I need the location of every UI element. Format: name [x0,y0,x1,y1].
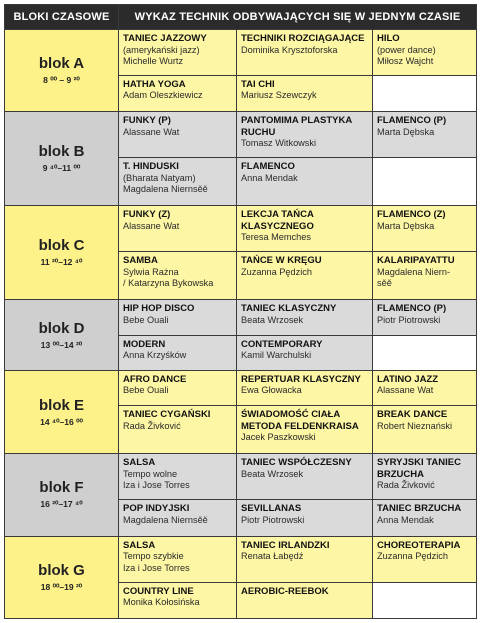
class-name: TANIEC CYGAŃSKI [123,409,211,421]
block-name: blok B [38,143,85,161]
class-cell [119,252,237,300]
class-name: TECHNIKI ROZCIĄGAJĄCE [241,33,365,44]
time-block-cell [5,300,119,371]
instructor-name: Marta Dębska [377,126,435,137]
class-detail: (Bharata Natyam) [123,172,196,183]
class-cell [373,406,477,454]
instructor-name: Beata Wrzosek [241,468,304,479]
instructor-name: Robert Nieznański [377,420,453,431]
class-cell [119,300,237,335]
block-name: blok A [38,55,85,73]
class-cell [373,206,477,252]
class-cell [237,536,373,582]
instructor-name: / Katarzyna Bykowska [123,278,214,289]
instructor-name: sěě [377,278,392,289]
class-name: TANIEC IRLANDZKI [241,539,330,551]
class-cell [237,370,373,405]
class-name: AFRO DANCE [123,373,187,385]
instructor-name: Alassane Wat [123,126,180,137]
time-block-cell [5,30,119,112]
instructor-name: Zuzanna Pędzich [241,266,312,277]
class-name: SALSA [123,457,156,469]
class-name: REPERTUAR KLASYCZNY [241,373,361,385]
class-name: SAMBA [123,255,158,267]
instructor-name: Tomasz Witkowski [241,138,317,149]
class-cell [373,536,477,582]
block-name: blok F [39,479,84,497]
class-name: HILO [377,33,400,44]
class-name: FLAMENCO (P) [377,303,447,315]
instructor-name: Iza i Jose Torres [123,480,190,491]
header-row [5,5,477,30]
class-name: HIP HOP DISCO [123,303,195,315]
class-name: ŚWIADOMOŚĆ CIAŁA METODA FELDENKRAISA [241,409,359,432]
class-name: PANTOMIMA PLASTYKA RUCHU [241,115,352,138]
instructor-name: Beata Wrzosek [241,314,304,325]
instructor-name: Piotr Piotrowski [241,514,305,525]
header-time-blocks: BLOKI CZASOWE [5,5,119,30]
class-name: TANIEC WSPÓŁCZESNY [241,457,352,469]
block-time: 16 ²⁰–17 ⁴⁰ [40,499,83,510]
class-detail: Tempo szybkie [123,551,184,562]
class-detail: Sylwia Rażna [123,266,179,277]
time-block-cell [5,206,119,300]
block-row [5,370,477,405]
class-cell [373,454,477,500]
empty-cell [373,335,477,370]
class-cell [119,406,237,454]
block-time: 11 ²⁰–12 ⁴⁰ [40,257,83,268]
class-name: FUNKY (Z) [123,209,171,221]
instructor-name: Alassane Wat [377,385,434,396]
instructor-name: Mariusz Szewczyk [241,90,317,101]
block-name: blok G [38,561,85,579]
schedule-table [4,4,477,619]
class-detail: Magdalena Niern- [377,266,451,277]
schedule-body [5,30,477,619]
class-name: LEKCJA TAŃCA KLASYCZNEGO [241,209,314,232]
empty-cell [373,582,477,618]
instructor-name: Adam Oleszkiewicz [123,90,203,101]
block-row [5,206,477,252]
class-cell [119,30,237,76]
class-cell [237,75,373,111]
instructor-name: Renata Łabędź [241,551,304,562]
class-name: TANIEC BRZUCHA [377,503,462,515]
class-cell [119,582,237,618]
class-name: AEROBIC-REEBOK [241,585,329,597]
class-name: MODERN [123,338,166,350]
class-cell [237,158,373,206]
class-detail: (power dance) [377,44,436,55]
block-time: 8 ⁰⁰ – 9 ²⁰ [43,75,80,86]
empty-cell [373,75,477,111]
class-cell [237,454,373,500]
instructor-name: Dominika Krysztoforska [241,44,338,55]
block-name: blok C [38,237,85,255]
instructor-name: Rada Živković [123,420,181,431]
class-cell [237,335,373,370]
class-cell [373,112,477,158]
class-detail: (amerykański jazz) [123,44,200,55]
class-cell [119,112,237,158]
instructor-name: Monika Kołosińska [123,597,200,608]
instructor-name: Zuzanna Pędzich [377,551,448,562]
class-name: CONTEMPORARY [241,338,323,350]
block-row [5,112,477,158]
class-cell [237,500,373,536]
class-cell [373,370,477,405]
instructor-name: Rada Živković [377,480,435,491]
class-cell [119,500,237,536]
class-name: COUNTRY LINE [123,585,194,597]
instructor-name: Marta Dębska [377,220,435,231]
time-block-cell [5,454,119,536]
instructor-name: Teresa Memches [241,232,311,243]
block-time: 14 ⁴⁰–16 ⁰⁰ [40,416,83,427]
block-time: 18 ⁰⁰–19 ²⁰ [40,581,83,592]
class-detail: Tempo wolne [123,468,178,479]
class-name: FUNKY (P) [123,115,171,127]
block-time: 13 ⁰⁰–14 ²⁰ [40,339,83,350]
instructor-name: Anna Mendak [377,514,434,525]
class-cell [373,500,477,536]
class-cell [119,158,237,206]
class-name: TANIEC KLASYCZNY [241,303,337,315]
class-cell [237,582,373,618]
block-row [5,454,477,500]
class-cell [237,206,373,252]
class-name: TAŃCE W KRĘGU [241,255,322,267]
instructor-name: Magdalena Niernsěě [123,184,208,195]
class-cell [119,335,237,370]
class-cell [237,112,373,158]
instructor-name: Bebe Ouali [123,385,169,396]
class-name: SALSA [123,539,156,551]
class-name: TANIEC JAZZOWY [123,33,207,44]
class-name: SEVILLANAS [241,503,302,515]
instructor-name: Magdalena Niernsěě [123,514,208,525]
class-name: LATINO JAZZ [377,373,439,385]
instructor-name: Jacek Paszkowski [241,432,316,443]
time-block-cell [5,536,119,618]
class-cell [119,75,237,111]
block-row [5,300,477,335]
class-cell [237,252,373,300]
class-cell [373,252,477,300]
instructor-name: Piotr Piotrowski [377,314,441,325]
class-cell [373,300,477,335]
instructor-name: Anna Krzyśków [123,350,187,361]
class-cell [119,536,237,582]
class-name: HATHA YOGA [123,78,186,90]
class-cell [119,370,237,405]
class-name: BREAK DANCE [377,409,448,421]
class-cell [237,406,373,454]
time-block-cell [5,112,119,206]
block-row [5,536,477,582]
instructor-name: Miłosz Wajcht [377,56,434,66]
instructor-name: Alassane Wat [123,220,180,231]
class-name: T. HINDUSKI [123,161,179,173]
class-cell [119,454,237,500]
class-name: FLAMENCO [241,161,295,173]
time-block-cell [5,370,119,453]
block-name: blok E [38,396,84,414]
class-name: POP INDYJSKI [123,503,190,515]
class-cell [237,300,373,335]
class-cell [373,30,477,76]
instructor-name: Bebe Ouali [123,314,169,325]
class-name: TAI CHI [241,78,275,90]
class-name: SYRYJSKI TANIEC BRZUCHA [377,457,461,480]
block-row [5,30,477,76]
class-cell [119,206,237,252]
block-name: blok D [38,319,85,337]
instructor-name: Ewa Głowacka [241,385,302,396]
block-time: 9 ⁴⁰–11 ⁰⁰ [42,163,81,174]
empty-cell [373,158,477,206]
class-cell [237,30,373,76]
instructor-name: Kamil Warchulski [241,350,312,361]
instructor-name: Iza i Jose Torres [123,562,190,573]
class-name: FLAMENCO (P) [377,115,447,127]
header-techniques: WYKAZ TECHNIK ODBYWAJĄCYCH SIĘ W JEDNYM CZASIE [119,5,477,30]
class-name: KALARIPAYATTU [377,255,455,267]
instructor-name: Michelle Wurtz [123,56,184,66]
class-name: CHOREOTERAPIA [377,539,461,551]
instructor-name: Anna Mendak [241,172,298,183]
class-name: FLAMENCO (Z) [377,209,446,221]
